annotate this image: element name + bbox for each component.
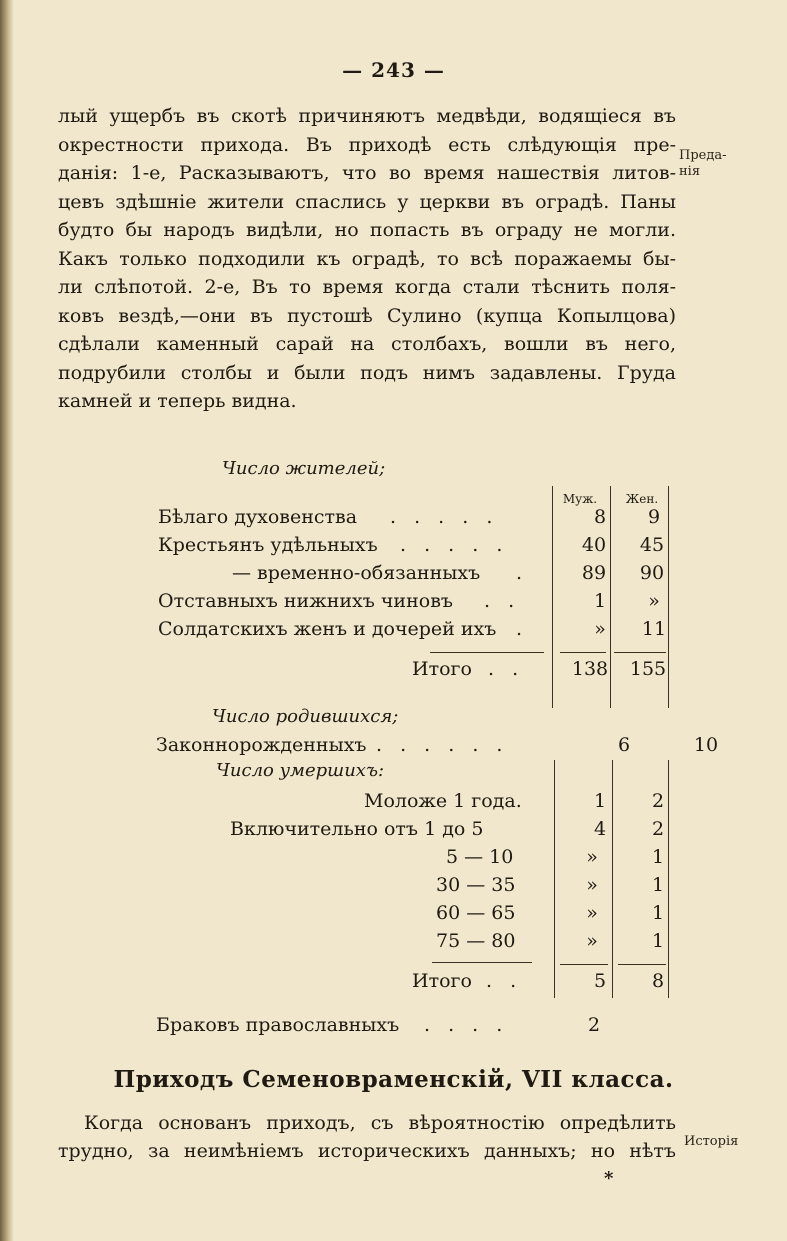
marriages-row: Браковъ православныхъ . . . . 2 <box>156 1014 601 1036</box>
total-rule <box>560 964 608 965</box>
body-line: Какъ только подходили къ оградѣ, то всѣ поражаемы бы- <box>58 247 676 270</box>
page-number: — 243 — <box>342 58 445 82</box>
body-paragraph <box>58 102 676 416</box>
body-line: Когда основанъ приходъ, съ вѣроятностію опредѣлить <box>84 1112 676 1134</box>
table-row: — временно-обязанныхъ . 89 90 <box>232 562 665 584</box>
deaths-heading: Число умершихъ: <box>216 760 385 781</box>
births-row: Законнорожденныхъ . . . . . . 6 10 <box>156 734 719 756</box>
deaths-total-row: Итого . . 5 8 <box>412 970 665 992</box>
margin-note-history: Исторія <box>684 1134 739 1149</box>
body-line: окрестности прихода. Въ приходѣ есть слѣдующія пре- <box>58 133 676 156</box>
total-rule <box>430 652 544 653</box>
table-row: 60 — 65 » 1 <box>436 902 665 924</box>
total-rule <box>618 964 666 965</box>
body-line: будто бы народъ видѣли, но попасть въ ограду не могли. <box>58 219 676 241</box>
signature-mark: * <box>604 1168 614 1189</box>
body-line: цевъ здѣшніе жители спаслись у церкви въ оградѣ. Паны <box>58 190 676 213</box>
table-row: 30 — 35 » 1 <box>436 874 665 896</box>
body-line: сдѣлали каменный сарай на столбахъ, вошли въ него, <box>58 333 676 355</box>
table-row: Отставныхъ нижнихъ чиновъ . . 1 » <box>158 590 660 612</box>
table-row: Моложе 1 года. 1 2 <box>364 790 665 812</box>
body-line: лый ущербъ въ скотѣ причиняютъ медвѣди, водящіеся въ <box>58 105 676 127</box>
population-total-row: Итого . . 138 155 <box>412 658 667 680</box>
births-heading: Число родившихся; <box>212 706 399 727</box>
table-row: Солдатскихъ женъ и дочерей ихъ . » 11 <box>158 618 667 640</box>
table-row: Крестьянъ удѣльныхъ . . . . . 40 45 <box>158 534 665 556</box>
table-row: 5 — 10 » 1 <box>446 846 665 868</box>
body-line: трудно, за неимѣніемъ историческихъ данныхъ; но нѣтъ <box>58 1140 676 1162</box>
female-column-header: Жен. <box>625 492 659 506</box>
body-line: подрубили столбы и были подъ нимъ задавлены. Груда <box>58 361 676 384</box>
total-rule <box>560 652 606 653</box>
total-rule <box>432 962 532 963</box>
body-line: камней и теперь видна. <box>58 390 297 412</box>
body-line: ковъ вездѣ,—они въ пустошѣ Сулино (купца Копылцова) <box>58 304 676 327</box>
parish-heading: Приходъ Семеновраменскій, VII класса. <box>113 1066 674 1093</box>
total-rule <box>614 652 666 653</box>
margin-note-legends: Преда- нія <box>679 148 727 179</box>
male-column-header: Муж. <box>562 492 598 506</box>
population-heading: Число жителей; <box>222 458 386 479</box>
table-row: 75 — 80 » 1 <box>436 930 665 952</box>
table-row: Бѣлаго духовенства . . . . . 8 9 <box>158 506 661 528</box>
table-row: Включительно отъ 1 до 5 4 2 <box>230 818 665 840</box>
body-line: ли слѣпотой. 2-е, Въ то время когда стали тѣснить поля- <box>58 276 676 298</box>
body-line: данія: 1-е, Расказываютъ, что во время нашествія литов- <box>58 162 676 184</box>
